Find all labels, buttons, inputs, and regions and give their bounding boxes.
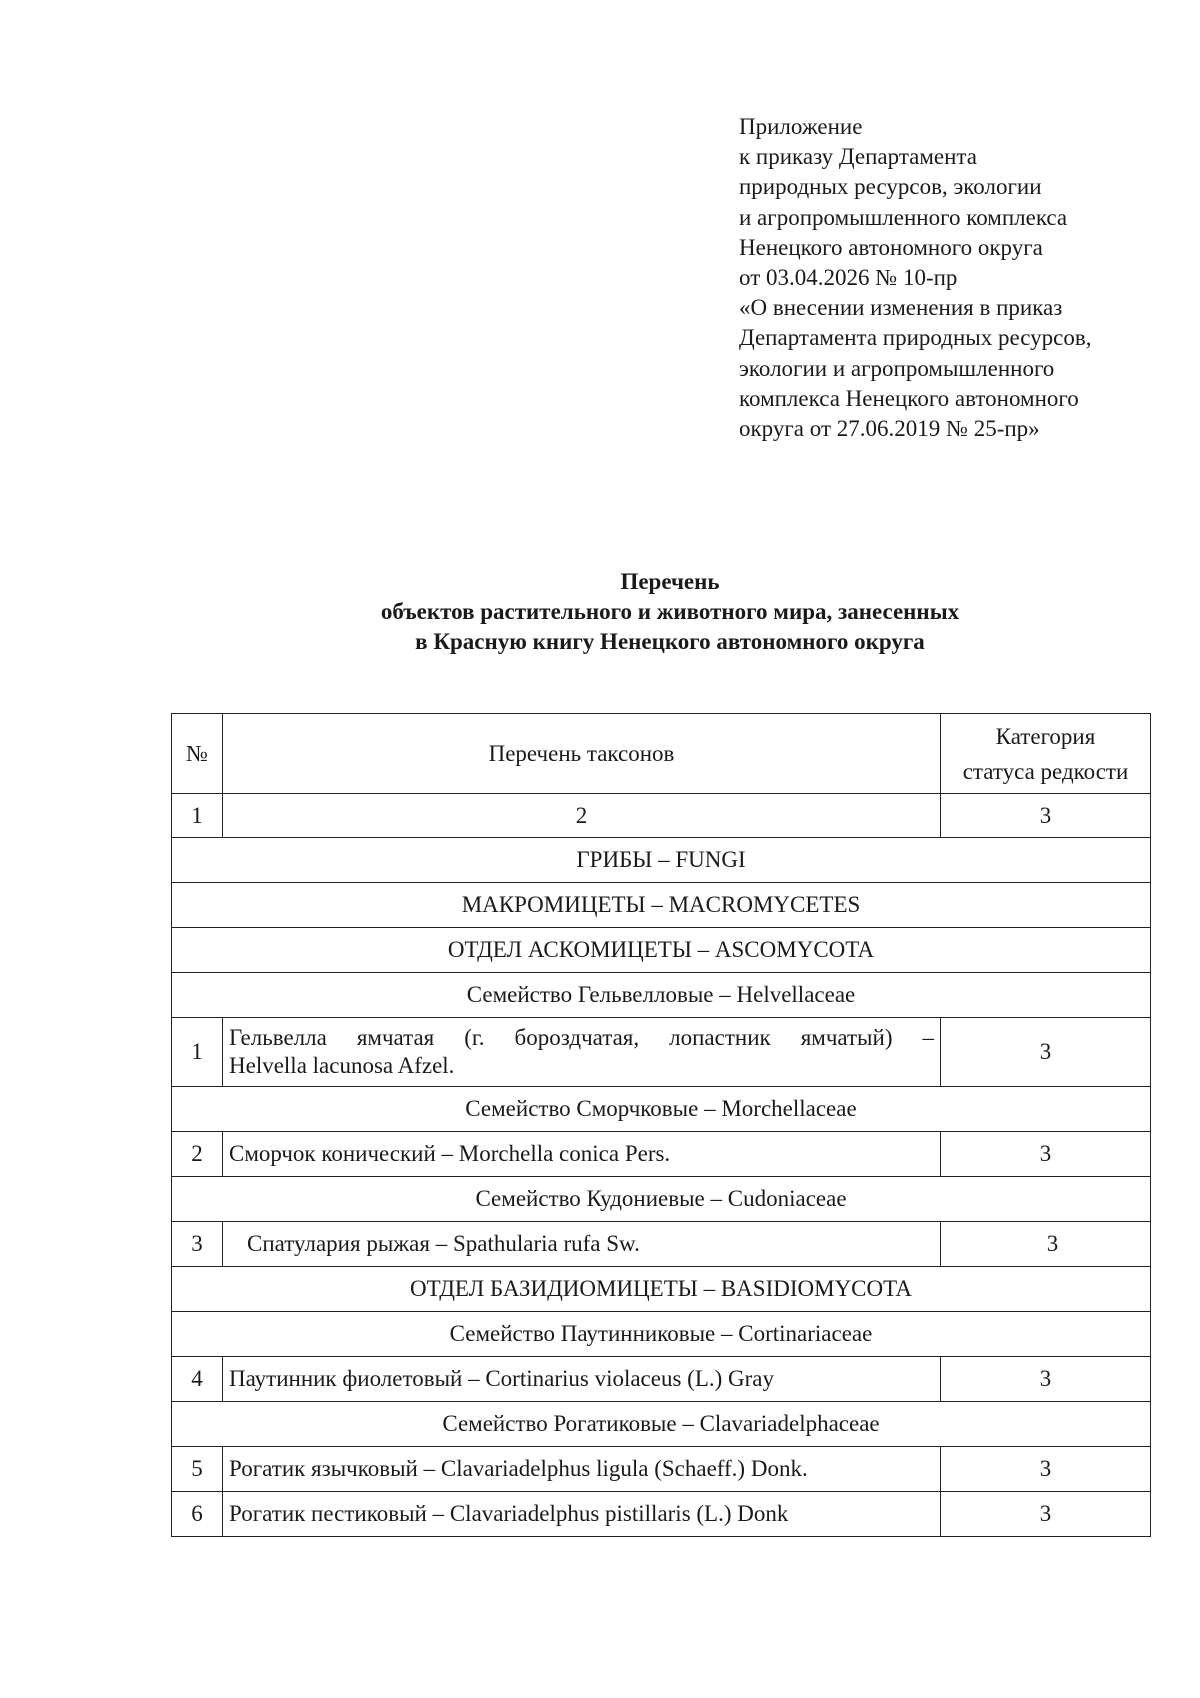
family-cell: Семейство Гельвелловые – Helvellaceae bbox=[172, 973, 1151, 1018]
division-cell: ОТДЕЛ БАЗИДИОМИЦЕТЫ – BASIDIOMYCOTA bbox=[172, 1267, 1151, 1312]
family-row bbox=[172, 973, 1151, 1018]
appendix-line: экологии и агропромышленного bbox=[739, 355, 1055, 381]
species-num: 6 bbox=[172, 1492, 223, 1537]
index-cell: 2 bbox=[223, 794, 941, 838]
table-index-row bbox=[172, 794, 1151, 838]
table-row bbox=[172, 1357, 1151, 1402]
species-name: Рогатик пестиковый – Clavariadelphus pistillaris (L.) Donk bbox=[223, 1492, 941, 1537]
group-cell: МАКРОМИЦЕТЫ – MACROMYCETES bbox=[172, 883, 1151, 928]
index-cell: 1 bbox=[172, 794, 223, 838]
heading-subtitle-line: объектов растительного и животного мира, занесенных bbox=[380, 599, 960, 624]
appendix-line: «О внесении изменения в приказ bbox=[739, 295, 1063, 321]
species-num: 5 bbox=[172, 1447, 223, 1492]
appendix-line: Ненецкого автономного округа bbox=[739, 234, 1043, 260]
species-name-line: Гельвелла ямчатая (г. бороздчатая, лопастник ямчатый) – bbox=[229, 1025, 934, 1050]
species-name: Рогатик язычковый – Clavariadelphus ligula (Schaeff.) Donk. bbox=[223, 1447, 941, 1492]
family-row bbox=[172, 1177, 1151, 1222]
appendix-line: от 03.04.2026 № 10-пр bbox=[739, 265, 958, 291]
taxa-table bbox=[171, 713, 1151, 1537]
species-category: 3 bbox=[941, 1492, 1151, 1537]
division-row bbox=[172, 928, 1151, 973]
header-num: № bbox=[172, 714, 223, 794]
kingdom-row bbox=[172, 838, 1151, 883]
appendix-line: комплекса Ненецкого автономного bbox=[739, 385, 1079, 411]
family-row bbox=[172, 1312, 1151, 1357]
family-cell: Семейство Паутинниковые – Cortinariaceae bbox=[172, 1312, 1151, 1357]
division-row bbox=[172, 1267, 1151, 1312]
kingdom-cell: ГРИБЫ – FUNGI bbox=[172, 838, 1151, 883]
table-row bbox=[172, 1447, 1151, 1492]
species-name: Сморчок конический – Morchella conica Pers. bbox=[223, 1132, 941, 1177]
species-name-line: Helvella lacunosa Afzel. bbox=[229, 1053, 455, 1078]
table-header-row bbox=[172, 714, 1151, 794]
species-name: Паутинник фиолетовый – Cortinarius violaceus (L.) Gray bbox=[223, 1357, 941, 1402]
division-cell: ОТДЕЛ АСКОМИЦЕТЫ – ASCOMYCOTA bbox=[172, 928, 1151, 973]
family-cell: Семейство Сморчковые – Morchellaceae bbox=[172, 1087, 1151, 1132]
species-name: Спатулария рыжая – Spathularia rufa Sw. bbox=[223, 1222, 941, 1267]
family-cell: Семейство Рогатиковые – Clavariadelphaceae bbox=[172, 1402, 1151, 1447]
heading-title: Перечень bbox=[620, 569, 720, 594]
appendix-line: и агропромышленного комплекса bbox=[739, 204, 1068, 230]
species-num: 4 bbox=[172, 1357, 223, 1402]
species-category: 3 bbox=[941, 1018, 1151, 1087]
index-cell: 3 bbox=[941, 794, 1151, 838]
appendix-line: округа от 27.06.2019 № 25-пр» bbox=[739, 416, 1040, 442]
table-row bbox=[172, 1222, 1151, 1267]
appendix-line: Департамента природных ресурсов, bbox=[739, 325, 1092, 351]
appendix-line: природных ресурсов, экологии bbox=[739, 174, 1042, 200]
species-num: 1 bbox=[172, 1018, 223, 1087]
header-category-line: Категория bbox=[995, 723, 1096, 749]
table-row bbox=[172, 1132, 1151, 1177]
species-category: 3 bbox=[941, 1222, 1151, 1267]
header-taxa: Перечень таксонов bbox=[223, 714, 941, 794]
appendix-line: к приказу Департамента bbox=[739, 144, 977, 170]
group-row bbox=[172, 883, 1151, 928]
family-row bbox=[172, 1087, 1151, 1132]
family-row bbox=[172, 1402, 1151, 1447]
appendix-line: Приложение bbox=[739, 114, 863, 139]
heading-subtitle-line: в Красную книгу Ненецкого автономного округа bbox=[415, 629, 925, 654]
species-num: 3 bbox=[172, 1222, 223, 1267]
document-heading bbox=[160, 567, 1180, 657]
species-category: 3 bbox=[941, 1357, 1151, 1402]
species-category: 3 bbox=[941, 1447, 1151, 1492]
species-num: 2 bbox=[172, 1132, 223, 1177]
family-cell: Семейство Кудониевые – Cudoniaceae bbox=[172, 1177, 1151, 1222]
species-name bbox=[223, 1018, 941, 1087]
table-row bbox=[172, 1018, 1151, 1087]
species-category: 3 bbox=[941, 1132, 1151, 1177]
header-category-line: статуса редкости bbox=[962, 758, 1129, 784]
appendix-block bbox=[739, 112, 1179, 444]
header-category bbox=[941, 714, 1151, 794]
table-row bbox=[172, 1492, 1151, 1537]
